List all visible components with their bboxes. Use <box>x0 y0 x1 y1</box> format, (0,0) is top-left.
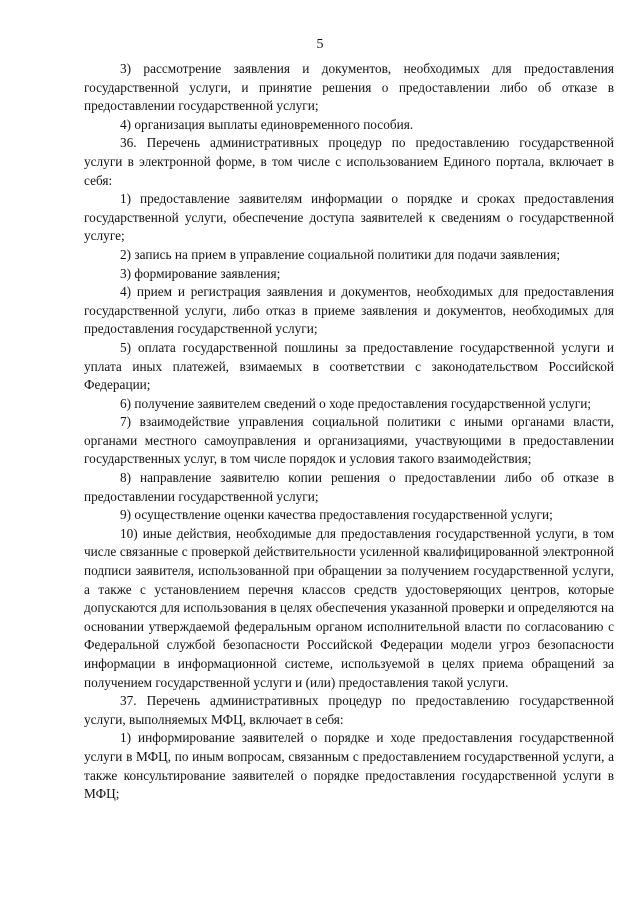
paragraph-36-item-5: 5) оплата государственной пошлины за предоставление государственной услуги и уплата иных платежей, взимаемых в соответствии с законодательством Российской Федерации; <box>84 339 614 393</box>
paragraph-37-item-1: 1) информирование заявителей о порядке и ходе предоставления государственной услуги в МФЦ, по иным вопросам, связанным с предоставлением государственной услуги, а также консультирование заявителей о порядке предоставления государственной услуги в МФЦ; <box>84 730 614 802</box>
paragraph-36-item-10: 10) иные действия, необходимые для предоставления государственной услуги, в том числе связанные с проверкой действительности усиленной квалифицированной электронной подписи заявителя, использованной при обращении за получением государственной услуги, а также с установлением перечня классов средств удостоверяющих центров, которые допускаются для использования в целях обеспечения указанной проверки и определяются на основании утверждаемой федеральным органом исполнительной власти по согласованию с Федеральной службой безопасности Российской Федерации модели угроз безопасности информации в информационной системе, используемой в целях приема обращений за получением государственной услуги и (или) предоставления такой услуги. <box>84 525 614 690</box>
paragraph-36-item-4: 4) прием и регистрация заявления и документов, необходимых для предоставления государственной услуги, либо отказ в приеме заявления и документов, необходимых для предоставления государственной услуги; <box>84 284 614 337</box>
paragraph-36-item-8: 8) направление заявителю копии решения о предоставлении либо об отказе в предоставлении государственной услуги; <box>84 470 614 504</box>
document-body <box>84 60 614 804</box>
paragraph-36-item-6: 6) получение заявителем сведений о ходе предоставления государственной услуги; <box>120 395 592 411</box>
paragraph-section-37: 37. Перечень административных процедур по предоставлению государственной услуги, выполняемых МФЦ, включает в себя: <box>84 693 614 727</box>
paragraph-section-36: 36. Перечень административных процедур по предоставлению государственной услуги в электронной форме, в том числе с использованием Единого портала, включает в себя: <box>84 135 614 188</box>
paragraph-item-4: 4) организация выплаты единовременного пособия. <box>120 116 414 132</box>
paragraph-36-item-7: 7) взаимодействие управления социальной политики с иными органами власти, органами местного самоуправления и организациями, участвующими в предоставлении государственных услуг, в том числе порядок и условия такого взаимодействия; <box>84 414 614 467</box>
paragraph-item-3: 3) рассмотрение заявления и документов, необходимых для предоставления государственной услуги, и принятие решения о предоставлении либо об отказе в предоставлении государственной услуги; <box>84 61 614 114</box>
paragraph-36-item-1: 1) предоставление заявителям информации о порядке и сроках предоставления государственной услуги, обеспечение доступа заявителей к сведениям о государственной услуге; <box>84 191 614 244</box>
paragraph-36-item-2: 2) запись на прием в управление социальной политики для подачи заявления; <box>120 246 561 262</box>
paragraph-36-item-3: 3) формирование заявления; <box>120 265 281 281</box>
paragraph-36-item-9: 9) осуществление оценки качества предоставления государственной услуги; <box>120 507 553 523</box>
page-number: 5 <box>316 37 324 52</box>
